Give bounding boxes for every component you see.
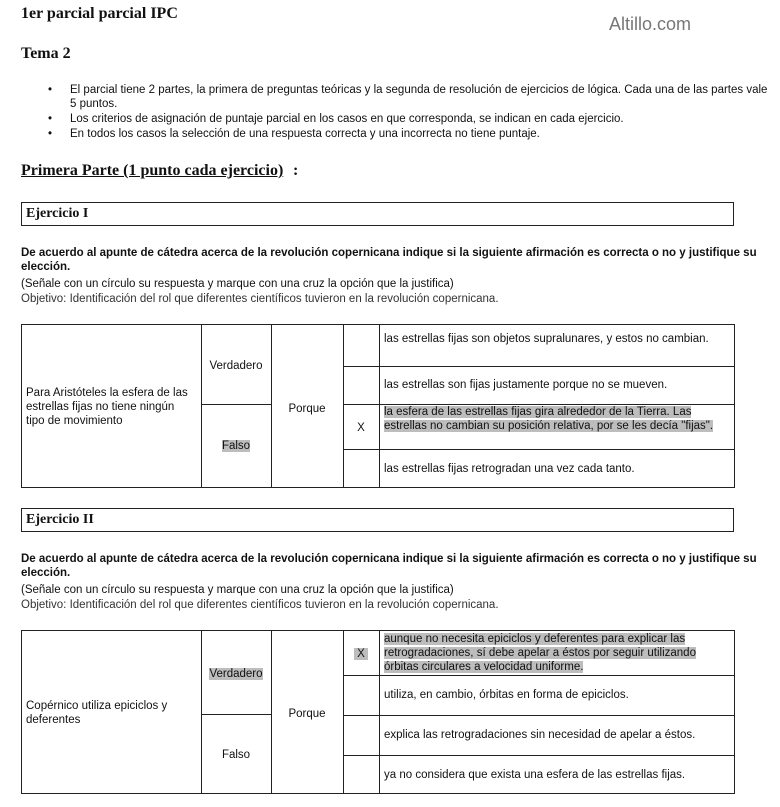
exercise-1-statement: De acuerdo al apunte de cátedra acerca de la revolución copernicana indique si la siguiente afirmación es correcta o no y justifique su elección.	[21, 247, 757, 273]
rule-item	[48, 112, 768, 126]
exercise-1-porque: Porque	[288, 403, 326, 415]
exercise-1-title-box	[21, 202, 734, 226]
exercise-2-option-3[interactable]: explica las retrogradaciones sin necesidad de apelar a éstos.	[384, 729, 696, 741]
exercise-2-option-2[interactable]: utiliza, en cambio, órbitas en forma de epiciclos.	[384, 689, 629, 701]
watermark: Altillo.com	[609, 14, 692, 34]
exercise-1-option-4[interactable]: las estrellas fijas retrogradan una vez cada tanto.	[384, 463, 635, 475]
exercise-2-title-box	[21, 508, 734, 532]
exercise-1-true-option[interactable]: Verdadero	[209, 360, 263, 372]
tema-heading: Tema 2	[21, 45, 71, 62]
rule-text: Los criterios de asignación de puntaje parcial en los casos en que corresponda, se indican en cada ejercicio.	[70, 113, 624, 125]
exercise-2-porque: Porque	[288, 708, 326, 720]
rule-text: En todos los casos la selección de una respuesta correcta y una incorrecta no tiene puntaje.	[70, 128, 540, 140]
exercise-2-objective: Objetivo: Identificación del rol que diferentes científicos tuvieron en la revolución copernicana.	[21, 599, 499, 611]
exercise-1-title: Ejercicio I	[26, 206, 89, 221]
bullet-icon: •	[48, 84, 53, 96]
exercise-1-option-3[interactable]: la esfera de las estrellas fijas gira alrededor de la Tierra. Las estrellas no cambian su posición relativa, por se les decía "fijas".	[384, 406, 714, 432]
exercise-2-note: (Señale con un círculo su respuesta y marque con una cruz la opción que la justifica)	[21, 584, 454, 596]
part-heading	[21, 162, 283, 180]
exercise-2-option-4[interactable]: ya no considera que exista una esfera de las estrellas fijas.	[384, 769, 686, 781]
exercise-2-table	[21, 630, 735, 794]
exercise-1-false-option[interactable]: Falso	[221, 440, 251, 452]
part-heading-colon: :	[293, 162, 299, 179]
rule-text: El parcial tiene 2 partes, la primera de preguntas teóricas y la segunda de resolución de ejercicios de lógica. Cada una de las partes vale 5 puntos.	[70, 84, 768, 110]
rule-item	[48, 127, 768, 141]
exercise-2-claim: Copérnico utiliza epiciclos y deferentes	[26, 700, 168, 726]
bullet-icon: •	[48, 128, 53, 140]
rules-list	[48, 83, 768, 142]
part-heading-text: Primera Parte (1 punto cada ejercicio)	[21, 162, 284, 179]
exercise-1-objective: Objetivo: Identificación del rol que diferentes científicos tuvieron en la revolución copernicana.	[21, 293, 499, 305]
exercise-2-false-option[interactable]: Falso	[221, 749, 251, 761]
exercise-2-option-1[interactable]: aunque no necesita epiciclos y deferentes para explicar las retrogradaciones, sí debe apelar a éstos por seguir utilizando órbitas circulares a velocidad uniforme.	[384, 633, 696, 673]
exercise-1-table	[21, 324, 735, 488]
exercise-1-mark-3[interactable]: X	[357, 422, 365, 434]
exercise-1-claim: Para Aristóteles la esfera de las estrellas fijas no tiene ningún tipo de movimiento	[26, 387, 188, 427]
document-title: 1er parcial parcial IPC	[21, 5, 178, 22]
exercise-1-option-1[interactable]: las estrellas fijas son objetos supralunares, y estos no cambian.	[384, 333, 709, 345]
exercise-2-title: Ejercicio II	[26, 512, 94, 527]
exercise-2-mark-1[interactable]: X	[354, 648, 368, 660]
exercise-2-true-option[interactable]: Verdadero	[209, 668, 263, 680]
rule-item	[48, 83, 768, 111]
bullet-icon: •	[48, 113, 53, 125]
exercise-1-note: (Señale con un círculo su respuesta y marque con una cruz la opción que la justifica)	[21, 278, 454, 290]
exercise-1-option-2[interactable]: las estrellas son fijas justamente porque no se mueven.	[384, 379, 668, 391]
exercise-2-statement: De acuerdo al apunte de cátedra acerca de la revolución copernicana indique si la siguiente afirmación es correcta o no y justifique su elección.	[21, 553, 757, 579]
